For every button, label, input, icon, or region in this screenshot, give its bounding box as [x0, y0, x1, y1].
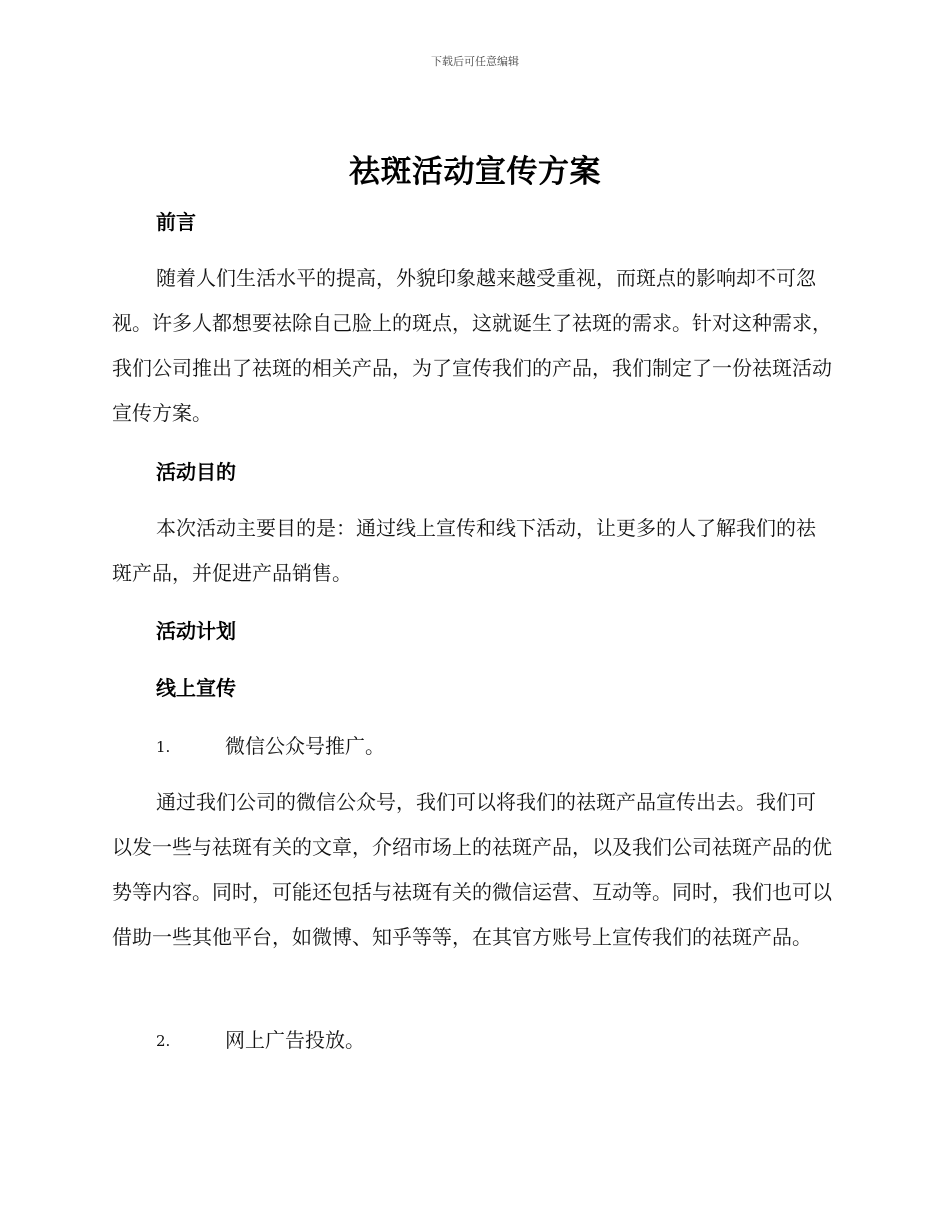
list-item-2-number: 2.: [156, 1032, 171, 1050]
heading-preface: 前言: [156, 210, 196, 234]
heading-purpose: 活动目的: [156, 460, 236, 484]
paragraph-preface: 随着人们生活水平的提高，外貌印象越来越受重视，而斑点的影响却不可忽视。许多人都想要祛除自己脸上的斑点，这就诞生了祛斑的需求。针对这种需求，我们公司推出了祛斑的相关产品，为了宣传我们的产品，我们制定了一份祛斑活动宣传方案。: [112, 266, 832, 425]
heading-plan: 活动计划: [156, 619, 236, 643]
list-item-1-number: 1.: [156, 738, 171, 756]
list-item-2: [156, 1026, 365, 1055]
list-item-1-label: 微信公众号推广。: [225, 734, 385, 758]
heading-online: 线上宣传: [156, 676, 236, 700]
list-item-2-label: 网上广告投放。: [225, 1028, 365, 1052]
document-title: 祛斑活动宣传方案: [349, 154, 601, 190]
paragraph-purpose: 本次活动主要目的是：通过线上宣传和线下活动，让更多的人了解我们的祛斑产品，并促进产品销售。: [112, 516, 816, 585]
paragraph-wechat: 通过我们公司的微信公众号，我们可以将我们的祛斑产品宣传出去。我们可以发一些与祛斑有关的文章，介绍市场上的祛斑产品，以及我们公司祛斑产品的优势等内容。同时，可能还包括与祛斑有关的微信运营、互动等。同时，我们也可以借助一些其他平台，如微博、知乎等等，在其官方账号上宣传我们的祛斑产品。: [112, 790, 832, 949]
list-item-1: [156, 732, 385, 761]
header-note: 下载后可任意编辑: [431, 55, 519, 68]
